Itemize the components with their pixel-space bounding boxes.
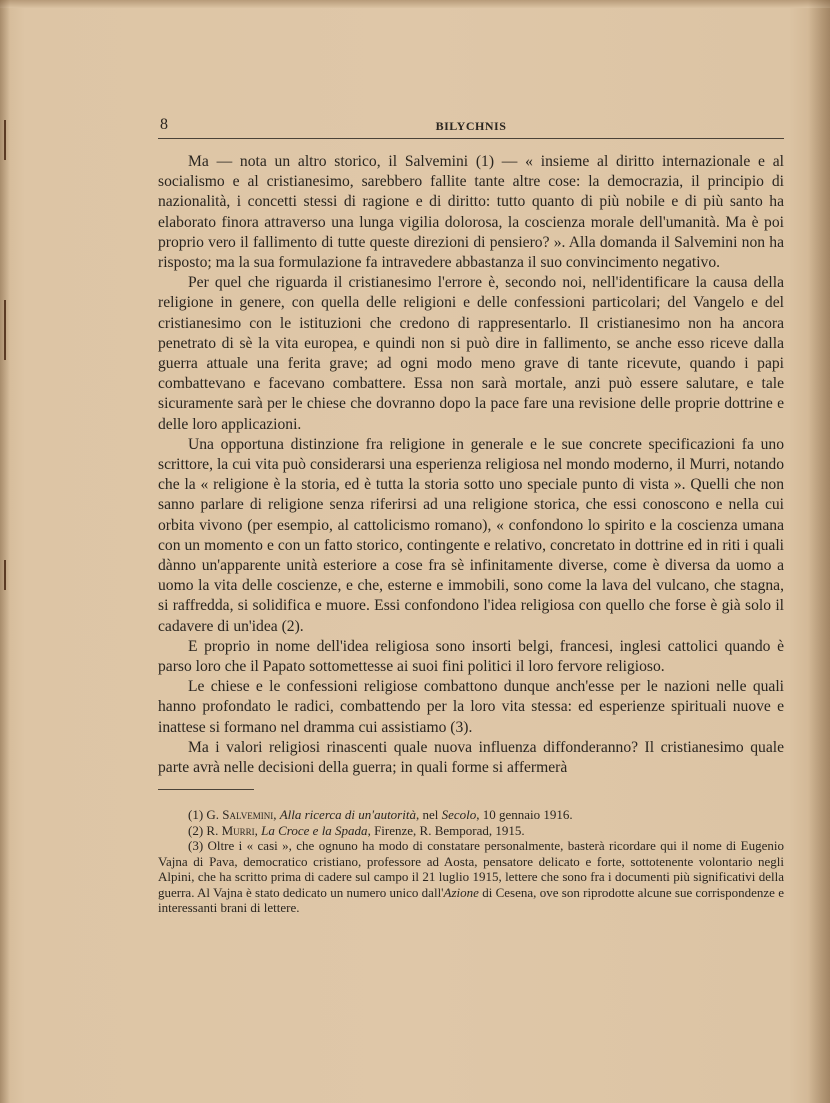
- paragraph: E proprio in nome dell'idea religiosa sono insorti belgi, francesi, inglesi cattolici quando è parso loro che il Papato sottomettesse ai suoi fini politici il loro fervore religioso.: [158, 637, 784, 676]
- paragraph: Ma i valori religiosi rinascenti quale nuova influenza diffonderanno? Il cristianesimo quale parte avrà nelle decisioni della guerra; in quali forme si affermerà: [158, 738, 784, 777]
- footnote-sep: ,: [254, 822, 262, 838]
- binding-mark: [4, 560, 6, 590]
- footnote-journal: Azione: [443, 884, 479, 900]
- page-binding-shadow: [0, 0, 10, 1103]
- paragraph: Per quel che riguarda il cristianesimo l'errore è, secondo noi, nell'identificare la causa della religione in genere, con quella delle religioni e delle confessioni particolari; del Vangelo e del cristianesimo con le istituzioni che credono di rappresentarlo. Il cristianesimo non ha ancora penetrato di sè la vita europea, e quindi non si può dire in fallimento, se anche esso riceve dalla guerra attuale una ferita grave; ad ogni modo meno grave di tante ricevute, quando i papi combattevano e facevano combattere. Essa non sarà mortale, anzi può essere salutare, e tale sicuramente sarà per le chiese che dovranno dopo la pace fare una revisione delle proprie dottrine e delle loro applicazioni.: [158, 274, 784, 433]
- footnote-text: , 10 gennaio 1916.: [476, 807, 573, 822]
- binding-mark: [4, 300, 6, 360]
- footnote-author: Murri: [221, 822, 255, 838]
- footnote-author: Salvemini: [222, 807, 274, 822]
- footnote-sep: ,: [273, 807, 280, 822]
- footnote-3: [158, 838, 784, 916]
- footnotes: [158, 807, 784, 916]
- footnote-number: (1) G.: [188, 807, 223, 822]
- page-top-edge: [0, 0, 830, 8]
- footnote-2: [158, 823, 784, 839]
- body-text: [158, 152, 784, 778]
- paragraph: Le chiese e le confessioni religiose combattono dunque anch'esse per le nazioni nelle quali hanno profondato le radici, combattendo per la loro vita stessa: ed esperienze spirituali nuove e inattese si formano nel dramma cui assistiamo (3).: [158, 678, 784, 736]
- footnote-text: , Firenze, R. Bemporad, 1915.: [367, 822, 525, 838]
- footnote-1: [158, 807, 784, 823]
- footnote-rule: [158, 789, 254, 790]
- paragraph: Una opportuna distinzione fra religione in generale e le sue concrete specificazioni fa uno scrittore, la cui vita può considerarsi una esperienza religiosa nel mondo moderno, il Murri, notando che la « religione è la storia, ed è tutta la storia sotto uno speciale punto di vista ». Quelli che non sanno parlare di religione senza riferirsi ad una religione storica, che essi conoscono e nella cui orbita vivono (per esempio, al cattolicismo romano), « confondono lo spirito e la coscienza umana con un momento e con un fatto storico, contingente e relativo, concretato in dottrine ed in riti i quali dànno un'apparente unità esteriore a cose fra sè infinitamente diverse, come è diversa da uomo a uomo la vita delle coscienze, e che, esterne e immobili, sono come la lava del vulcano, che stagna, si raffredda, si solidifica e muore. Essi confondono l'idea religiosa con quello che forse è già solo il cadavere di un'idea (2).: [158, 435, 784, 635]
- footnote-text: (3) Oltre i « casi », che ognuno ha modo di constatare personalmente, basterà ricordare qui il nome di Eugenio Vajna di Pava, democratico cristiano, professore ad Aosta, pensatore delicato e forte, sottotenente volontario negli Alpini, che ha scritto prima di cadere sul campo il 21 luglio 1915, lettere che sono fra i documenti più significativi della guerra. Al Vajna è stato dedicato un numero unico dall': [158, 838, 784, 900]
- page-right-shadow: [808, 0, 830, 1103]
- binding-mark: [4, 120, 6, 160]
- page-number: 8: [160, 116, 168, 133]
- footnote-number: (2) R.: [188, 822, 222, 838]
- header-rule: [158, 138, 784, 139]
- running-title: BILYCHNIS: [435, 119, 507, 133]
- paragraph: Ma — nota un altro storico, il Salvemini (1) — « insieme al diritto internazionale e al socialismo e al cristianesimo, sarebbero fallite tante altre cose: la democrazia, il principio di nazionalità, i concetti stessi di ragione e di diritto: tutto quanto di più nobile e di più santo ha elaborato finora attraverso una lunga vigilia dolorosa, la coscienza morale dell'umanità. Ma è poi proprio vero il fallimento di tutte queste direzioni di pensiero? ». Alla domanda il Salvemini non ha risposto; ma la sua formulazione fa intravedere abbastanza il suo convincimento negativo.: [158, 153, 784, 272]
- footnote-text: , nel: [415, 807, 442, 822]
- footnote-title: La Croce e la Spada: [261, 822, 368, 838]
- footnote-title: Alla ricerca di un'autorità: [279, 807, 416, 822]
- footnote-journal: Secolo: [441, 807, 477, 822]
- page-header: [158, 116, 784, 138]
- footnote-text: di Cesena, ove son riprodotte alcune sue corrispondenze e interessanti brani di lettere.: [158, 884, 784, 915]
